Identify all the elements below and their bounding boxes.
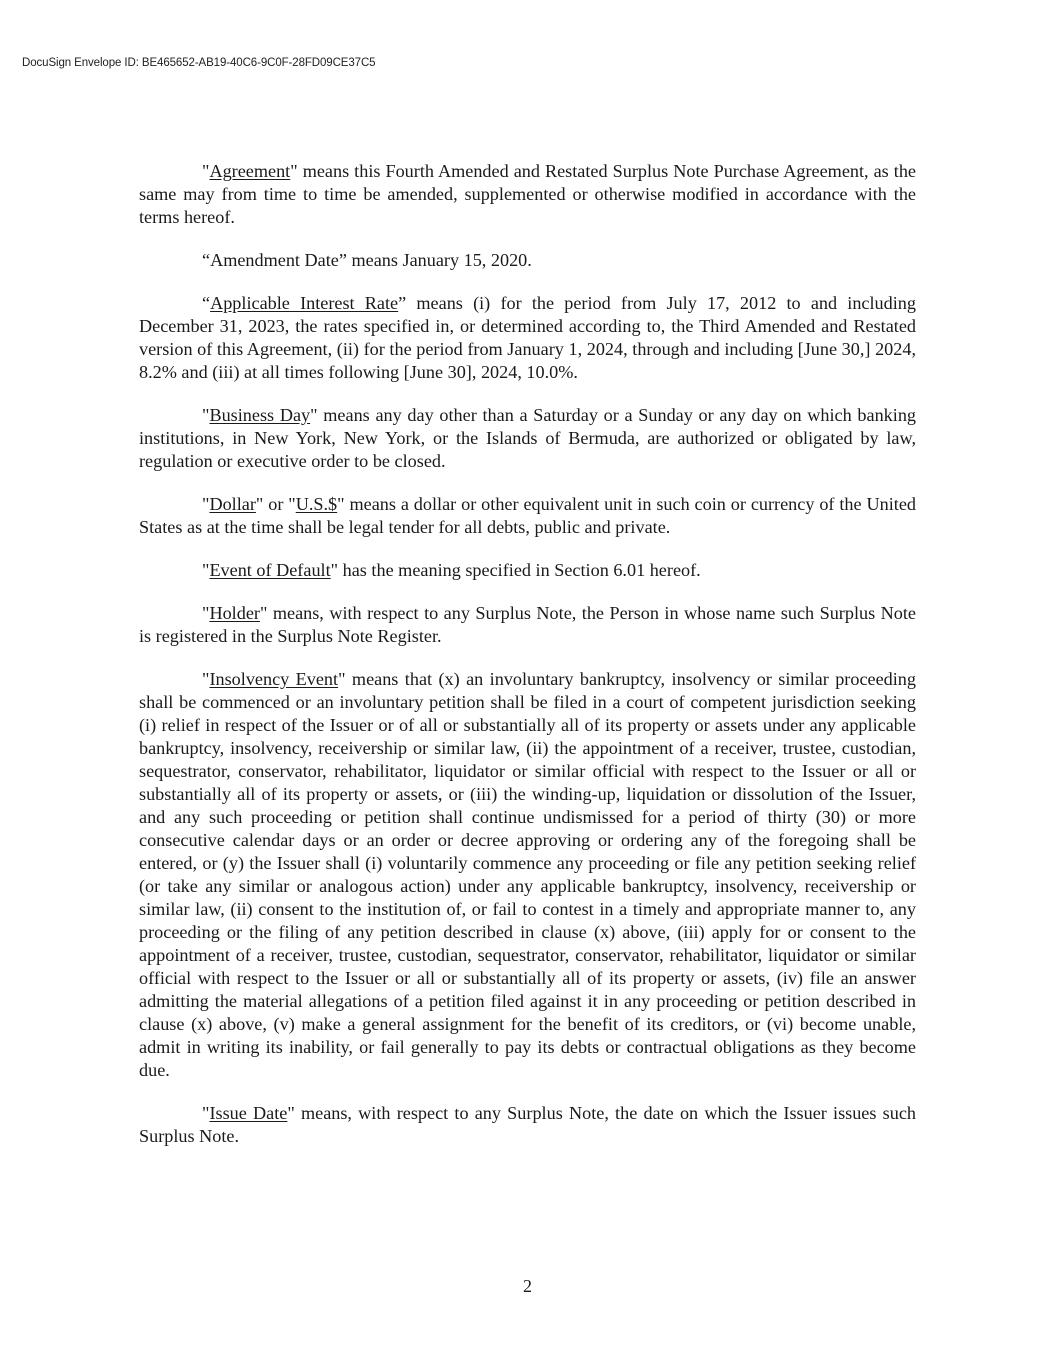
definition-agreement: "Agreement" means this Fourth Amended and Restated Surplus Note Purchase Agreement, as the same may from time to time be amended, supplemented or otherwise modified in accordance with the terms hereof.	[139, 161, 916, 227]
definition-text: means that (x) an involuntary bankruptcy, insolvency or similar proceeding shall be commenced or an involuntary petition shall be filed in a court of competent jurisdiction seeking (i) relief in respect of the Issuer or of all or substantially all of its property or assets under any applicable bankruptcy, insolvency, receivership or similar law, (ii) the appointment of a receiver, trustee, custodian, sequestrator, conservator, rehabilitator, liquidator or similar official with respect to the Issuer or all or substantially all of its property or assets, or (iii) the winding-up, liquidation or dissolution of the Issuer, and any such proceeding or petition shall continue undismissed for a period of thirty (30) or more consecutive calendar days or an order or decree approving or ordering any of the foregoing shall be entered, or (y) the Issuer shall (i) voluntarily commence any proceeding or file any petition seeking relief (or take any similar or analogous action) under any applicable bankruptcy, insolvency, receivership or similar law, (ii) consent to the institution of, or fail to contest in a timely and appropriate manner to, any proceeding or the filing of any petition described in clause (x) above, (iii) apply for or consent to the appointment of a receiver, trustee, custodian, sequestrator, conservator, rehabilitator, liquidator or similar official with respect to the Issuer or all or substantially all of its property or assets, (iv) file an answer admitting the material allegations of a petition filed against it in any proceeding or petition described in clause (x) above, (v) make a general assignment for the benefit of its creditors, or (vi) become unable, admit in writing its inability, or fail generally to pay its debts or contractual obligations as they become due.	[139, 669, 916, 1080]
definition-text: has the meaning specified in Section 6.01 hereof.	[338, 560, 701, 580]
definition-text: means, with respect to any Surplus Note, the Person in whose name such Surplus Note is registered in the Surplus Note Register.	[139, 603, 916, 646]
definition-text: means (i) for the period from July 17, 2012 to and including December 31, 2023, the rates specified in, or determined according to, the Third Amended and Restated version of this Agreement, (ii) for the period from January 1, 2024, through and including [June 30,] 2024, 8.2% and (iii) at all times following [June 30], 2024, 10.0%.	[139, 293, 916, 382]
defined-term: Dollar	[209, 494, 256, 514]
defined-term: Applicable Interest Rate	[210, 293, 399, 313]
definition-event-of-default: "Event of Default" has the meaning specified in Section 6.01 hereof.	[202, 560, 701, 580]
definition-dollar: "Dollar" or "U.S.$" means a dollar or other equivalent unit in such coin or currency of the United States as at the time shall be legal tender for all debts, public and private.	[139, 494, 916, 537]
definitions-section	[139, 160, 916, 1168]
defined-term: Business Day	[209, 405, 311, 425]
defined-term: Holder	[209, 603, 260, 623]
definition-issue-date: "Issue Date" means, with respect to any Surplus Note, the date on which the Issuer issues such Surplus Note.	[139, 1103, 916, 1146]
defined-term-alt: U.S.$	[295, 494, 338, 514]
defined-term: Issue Date	[209, 1103, 288, 1123]
definition-holder: "Holder" means, with respect to any Surplus Note, the Person in whose name such Surplus Note is registered in the Surplus Note Register.	[139, 603, 916, 646]
defined-term: Agreement	[209, 161, 291, 181]
definition-text: means, with respect to any Surplus Note, the date on which the Issuer issues such Surplus Note.	[139, 1103, 916, 1146]
definition-amendment-date	[139, 249, 916, 272]
definition-text: means any day other than a Saturday or a Sunday or any day on which banking institutions, in New York, New York, or the Islands of Bermuda, are authorized or obligated by law, regulation or executive order to be closed.	[139, 405, 917, 471]
definition-applicable-interest-rate: “Applicable Interest Rate” means (i) for the period from July 17, 2012 to and including December 31, 2023, the rates specified in, or determined according to, the Third Amended and Restated version of this Agreement, (ii) for the period from January 1, 2024, through and including [June 30,] 2024, 8.2% and (iii) at all times following [June 30], 2024, 10.0%.	[139, 293, 916, 382]
page-number: 2	[523, 1276, 532, 1296]
definition-business-day: "Business Day" means any day other than a Saturday or a Sunday or any day on which banking institutions, in New York, New York, or the Islands of Bermuda, are authorized or obligated by law, regulation or executive order to be closed.	[139, 405, 917, 471]
definition-text: means a dollar or other equivalent unit in such coin or currency of the United States as at the time shall be legal tender for all debts, public and private.	[139, 494, 916, 537]
definition-insolvency-event: "Insolvency Event" means that (x) an involuntary bankruptcy, insolvency or similar proceeding shall be commenced or an involuntary petition shall be filed in a court of competent jurisdiction seeking (i) relief in respect of the Issuer or of all or substantially all of its property or assets under any applicable bankruptcy, insolvency, receivership or similar law, (ii) the appointment of a receiver, trustee, custodian, sequestrator, conservator, rehabilitator, liquidator or similar official with respect to the Issuer or all or substantially all of its property or assets, or (iii) the winding-up, liquidation or dissolution of the Issuer, and any such proceeding or petition shall continue undismissed for a period of thirty (30) or more consecutive calendar days or an order or decree approving or ordering any of the foregoing shall be entered, or (y) the Issuer shall (i) voluntarily commence any proceeding or file any petition seeking relief (or take any similar or analogous action) under any applicable bankruptcy, insolvency, receivership or similar law, (ii) consent to the institution of, or fail to contest in a timely and appropriate manner to, any proceeding or the filing of any petition described in clause (x) above, (iii) apply for or consent to the appointment of a receiver, trustee, custodian, sequestrator, conservator, rehabilitator, liquidator or similar official with respect to the Issuer or all or substantially all of its property or assets, (iv) file an answer admitting the material allegations of a petition filed against it in any proceeding or petition described in clause (x) above, (v) make a general assignment for the benefit of its creditors, or (vi) become unable, admit in writing its inability, or fail generally to pay its debts or contractual obligations as they become due.	[139, 669, 916, 1080]
definition-text: means this Fourth Amended and Restated Surplus Note Purchase Agreement, as the same may from time to time be amended, supplemented or otherwise modified in accordance with the terms hereof.	[139, 161, 916, 227]
defined-term: “Amendment Date”	[202, 250, 347, 270]
defined-term: Event of Default	[209, 560, 331, 580]
defined-term: Insolvency Event	[209, 669, 339, 689]
docusign-envelope-id: DocuSign Envelope ID: BE465652-AB19-40C6-9C0F-28FD09CE37C5	[22, 57, 376, 69]
definition-text: means January 15, 2020.	[346, 250, 532, 270]
